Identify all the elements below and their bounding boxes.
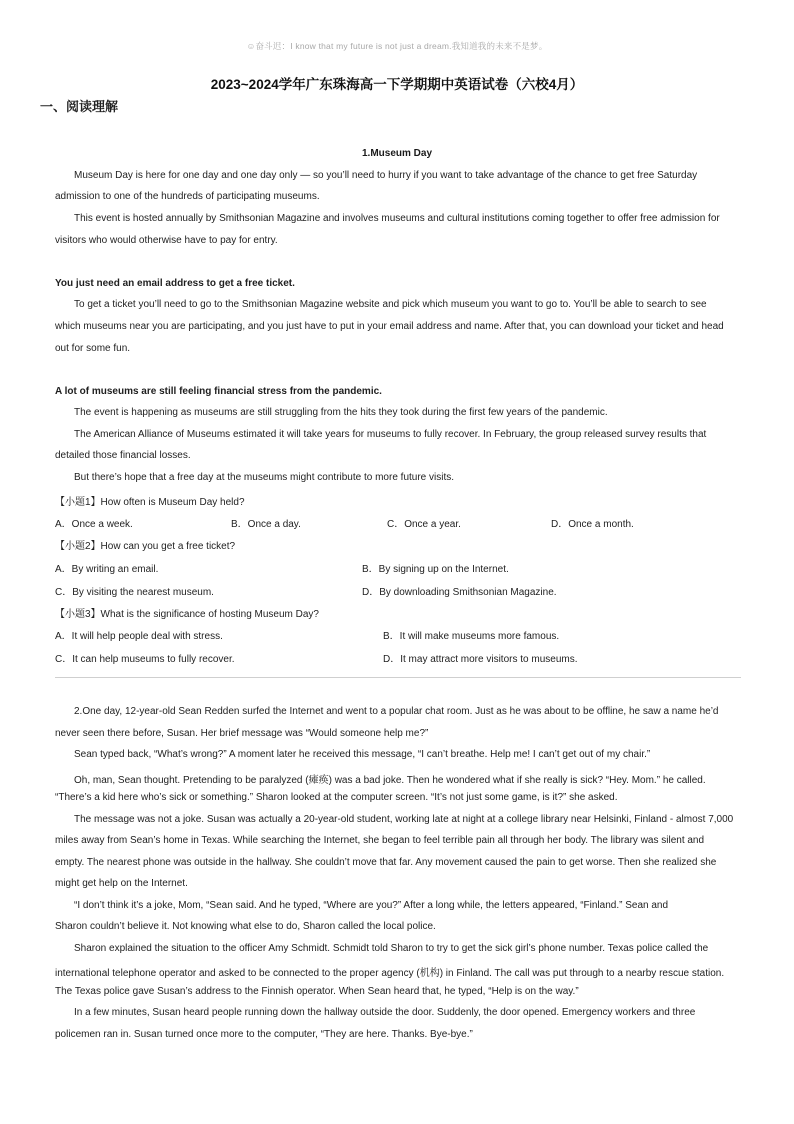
passage-line: international telephone operator and asked to be connected to the proper agency (机构) in Finland. The call was put through to a nearby rescue station. <box>55 968 725 979</box>
option-a: A．Once a week. <box>55 519 133 530</box>
passage-line: Sharon explained the situation to the officer Amy Schmidt. Schmidt told Sharon to try to get the sick girl’s phone number. Texas police called the <box>74 943 709 954</box>
passage-line: “There’s a kid here who’s sick or something.” Sharon looked at the computer screen. “It’s not just some game, is it?” she asked. <box>55 792 618 803</box>
option-b: B．Once a day. <box>231 519 301 530</box>
passage-line: But there’s hope that a free day at the museums might contribute to more future visits. <box>74 472 455 483</box>
page-title: 2023~2024学年广东珠海高一下学期期中英语试卷（六校4月） <box>210 77 584 92</box>
option-c: C．Once a year. <box>387 519 461 530</box>
passage-line: Sean typed back, “What’s wrong?” A moment later he received this message, “I can’t breathe. Help me! I can’t get out of my chair.” <box>74 749 651 760</box>
passage-line: miles away from Sean’s home in Texas. While searching the Internet, she began to feel terrible pain all through her body. The library was silent and <box>55 835 705 846</box>
passage-line: To get a ticket you’ll need to go to the Smithsonian Magazine website and pick which museum you want to go to. You’ll be able to search to see <box>74 299 707 310</box>
option-b: B．It will make museums more famous. <box>383 631 560 642</box>
passage-line: This event is hosted annually by Smithsonian Magazine and involves museums and cultural institutions coming together to offer free admission for <box>74 213 720 224</box>
passage-line: never seen there before, Susan. Her brief message was “Would someone help me?” <box>55 728 429 739</box>
question-stem: 【小题1】How often is Museum Day held? <box>55 497 245 508</box>
header-motto: ☺奋斗迟：I know that my future is not just a dream.我知道我的未来不是梦。 <box>246 41 548 51</box>
passage-subheading: A lot of museums are still feeling financial stress from the pandemic. <box>55 386 382 397</box>
passage-line: detailed those financial losses. <box>55 450 191 461</box>
option-c: C．By visiting the nearest museum. <box>55 587 214 598</box>
option-a: A．By writing an email. <box>55 564 159 575</box>
question-stem: 【小题2】How can you get a free ticket? <box>55 541 236 552</box>
passage-line: The event is happening as museums are still struggling from the hits they took during the first few years of the pandemic. <box>74 407 608 418</box>
option-c: C．It can help museums to fully recover. <box>55 654 235 665</box>
option-d: D．Once a month. <box>551 519 634 530</box>
passage-line: “I don’t think it’s a joke, Mom, “Sean said. And he typed, “Where are you?” After a long while, the letters appeared, “Finland.” Sean and <box>74 900 669 911</box>
passage-line: admission to one of the hundreds of participating museums. <box>55 191 320 202</box>
passage-line: Oh, man, Sean thought. Pretending to be paralyzed (瘫痪) was a bad joke. Then he wondered what if she really is sick? “Hey. Mom.” he called. <box>74 775 706 786</box>
section-heading: 一、阅读理解 <box>40 100 119 115</box>
passage-line: which museums near you are participating, and you just have to put in your email address and name. After that, you can download your ticket and head <box>55 321 724 332</box>
option-a: A．It will help people deal with stress. <box>55 631 223 642</box>
passage-line: The American Alliance of Museums estimated it will take years for museums to fully recover. In February, the group released survey results that <box>74 429 707 440</box>
passage-line: In a few minutes, Susan heard people running down the hallway outside the door. Suddenly, the door opened. Emergency workers and three <box>74 1007 696 1018</box>
passage-subheading: You just need an email address to get a free ticket. <box>55 278 295 289</box>
option-d: D．It may attract more visitors to museums. <box>383 654 578 665</box>
passage-line: out for some fun. <box>55 343 131 354</box>
passage-line: 2.One day, 12-year-old Sean Redden surfed the Internet and went to a popular chat room. Just as he was about to be offline, he saw a name he’d <box>74 706 719 717</box>
passage-line: empty. The nearest phone was outside in the hallway. She couldn’t move that far. Any movement caused the pain to get worse. Then she realized she <box>55 857 717 868</box>
passage-line: Sharon couldn’t believe it. Not knowing what else to do, Sharon called the local police. <box>55 921 436 932</box>
passage-line: The message was not a joke. Susan was actually a 20-year-old student, working late at night at a college library near Helsinki, Finland - almost 7,000 <box>74 814 734 825</box>
option-b: B．By signing up on the Internet. <box>362 564 509 575</box>
option-d: D．By downloading Smithsonian Magazine. <box>362 587 557 598</box>
passage-title: 1.Museum Day <box>361 148 433 159</box>
passage-line: The Texas police gave Susan’s address to the Finnish operator. When Sean heard that, he typed, “Help is on the way.” <box>55 986 579 997</box>
passage-line: Museum Day is here for one day and one day only — so you’ll need to hurry if you want to take advantage of the chance to get free Saturday <box>74 170 698 181</box>
divider <box>55 677 741 678</box>
passage-line: might get help on the Internet. <box>55 878 188 889</box>
passage-line: policemen ran in. Susan turned once more to the computer, “They are here. Thanks. Bye-bye.” <box>55 1029 473 1040</box>
passage-line: visitors who would otherwise have to pay for entry. <box>55 235 278 246</box>
question-stem: 【小题3】What is the significance of hosting Museum Day? <box>55 609 319 620</box>
